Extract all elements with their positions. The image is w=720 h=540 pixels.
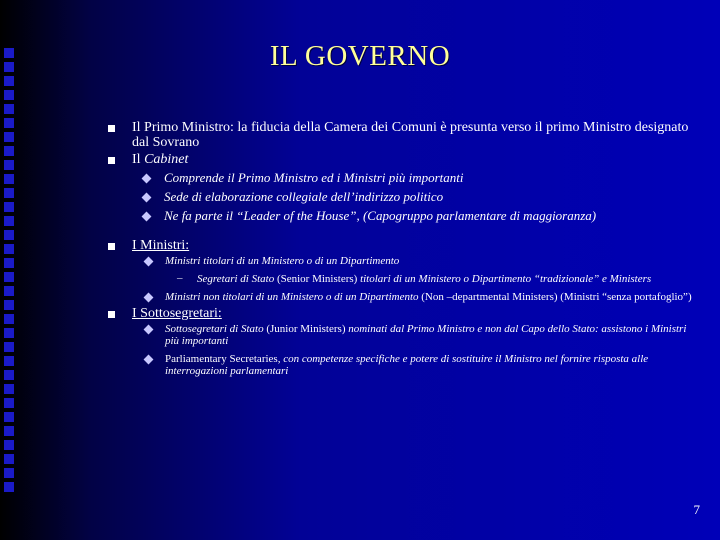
decorative-square <box>4 188 14 198</box>
slide-body <box>112 120 702 377</box>
diamond-bullet-icon <box>144 293 154 303</box>
sottosegretari-item: Parliamentary Secretaries, con competenze specifiche e potere di sostituire il Ministro nel fornire risposta alle interrogazioni parlamentari <box>112 353 702 377</box>
decorative-square <box>4 384 14 394</box>
square-bullet-icon <box>108 311 115 318</box>
decorative-square <box>4 216 14 226</box>
decorative-square <box>4 272 14 282</box>
decorative-square <box>4 286 14 296</box>
decorative-square <box>4 482 14 492</box>
diamond-bullet-icon <box>142 193 152 203</box>
cabinet-item: Sede di elaborazione collegiale dell’indirizzo politico <box>112 189 702 204</box>
decorative-square <box>4 412 14 422</box>
decorative-square <box>4 398 14 408</box>
decorative-square <box>4 258 14 268</box>
decorative-square <box>4 244 14 254</box>
decorative-square <box>4 160 14 170</box>
decorative-square <box>4 76 14 86</box>
ministri-item: Ministri titolari di un Ministero o di un Dipartimento <box>112 255 702 267</box>
decorative-square <box>4 342 14 352</box>
decorative-square <box>4 440 14 450</box>
diamond-bullet-icon <box>144 325 154 335</box>
decorative-square <box>4 132 14 142</box>
diamond-bullet-icon <box>142 212 152 222</box>
diamond-bullet-icon <box>142 174 152 184</box>
decorative-square <box>4 300 14 310</box>
square-bullet-icon <box>108 157 115 164</box>
decorative-square <box>4 454 14 464</box>
decorative-square <box>4 104 14 114</box>
dash-bullet-icon: – <box>177 272 183 284</box>
decorative-square <box>4 426 14 436</box>
bullet-cabinet: Il Cabinet <box>112 152 702 167</box>
decorative-square <box>4 202 14 212</box>
decorative-square <box>4 370 14 380</box>
decorative-square <box>4 468 14 478</box>
diamond-bullet-icon <box>144 257 154 267</box>
bullet-primo-ministro: Il Primo Ministro: la fiducia della Camera dei Comuni è presunta verso il primo Ministro designato dal Sovrano <box>112 120 702 150</box>
decorative-square <box>4 146 14 156</box>
decorative-square <box>4 356 14 366</box>
sottosegretari-item: Sottosegretari di Stato (Junior Ministers) nominati dal Primo Ministro e non dal Capo dello Stato: assistono i Ministri più importanti <box>112 323 702 347</box>
ministri-item: Ministri non titolari di un Ministero o di un Dipartimento (Non –departmental Ministers) (Ministri “senza portafoglio”) <box>112 291 702 303</box>
bullet-ministri: I Ministri: <box>112 238 702 253</box>
bullet-sottosegretari: I Sottosegretari: <box>112 306 702 321</box>
diamond-bullet-icon <box>144 355 154 365</box>
square-bullet-icon <box>108 243 115 250</box>
square-bullet-icon <box>108 125 115 132</box>
decorative-square <box>4 314 14 324</box>
decorative-square <box>4 174 14 184</box>
page-number: 7 <box>693 502 700 517</box>
decorative-square <box>4 328 14 338</box>
decorative-square <box>4 118 14 128</box>
decorative-square <box>4 90 14 100</box>
cabinet-item: Ne fa parte il “Leader of the House”, (Capogruppo parlamentare di maggioranza) <box>112 208 702 223</box>
ministri-subitem: – Segretari di Stato (Senior Ministers) titolari di un Ministero o Dipartimento “tradizionale” e Ministers <box>177 272 652 285</box>
decorative-square <box>4 230 14 240</box>
slide-title: IL GOVERNO <box>269 40 451 72</box>
cabinet-item: Comprende il Primo Ministro ed i Ministri più importanti <box>112 170 702 185</box>
decorative-square-strip <box>0 0 22 540</box>
